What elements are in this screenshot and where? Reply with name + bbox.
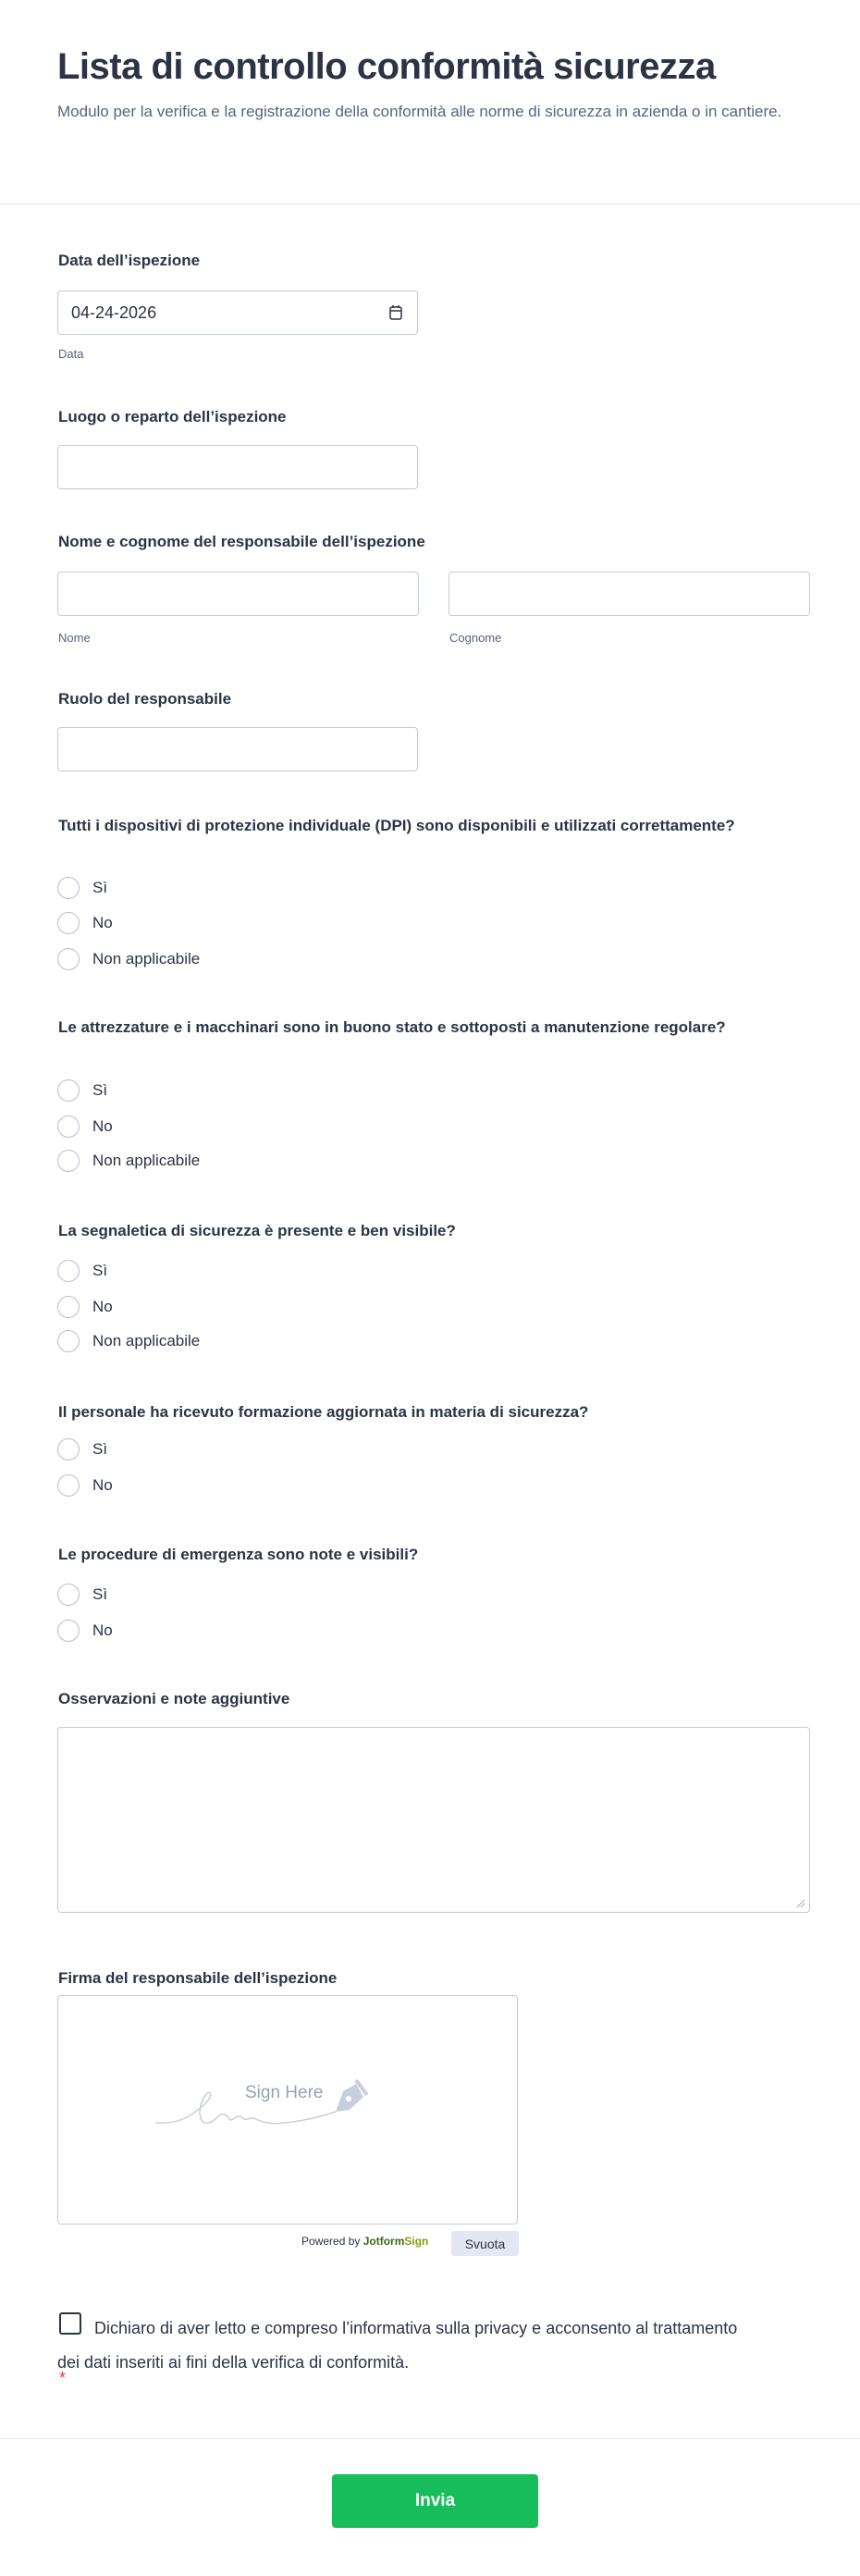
question-equipment-label: Le attrezzature e i macchinari sono in buono stato e sottoposti a manutenzione regolare? [58,1018,726,1036]
option-label: Non applicabile [92,1152,201,1169]
last-name-input[interactable] [448,572,810,616]
header-divider [0,203,860,204]
radio-circle[interactable] [57,1260,80,1282]
option-label: Sì [92,1262,108,1279]
radio-emergency-no[interactable] [57,1620,113,1642]
role-label: Ruolo del responsabile [58,690,232,708]
option-label: No [92,1117,113,1135]
option-label: No [92,1476,113,1494]
resize-handle-icon[interactable] [796,1899,805,1908]
question-dpi-label: Tutti i dispositivi di protezione individuale (DPI) sono disponibili e utilizzati correttamente? [58,817,735,834]
powered-by-text: Powered by [301,2235,361,2248]
signature-label: Firma del responsabile dell’ispezione [58,1969,338,1987]
option-label: Sì [92,1585,108,1603]
date-value: 04-24-2026 [71,302,157,322]
date-label: Data dell’ispezione [58,252,201,269]
radio-circle[interactable] [57,1438,80,1461]
radio-circle[interactable] [57,877,80,899]
radio-training-no[interactable] [57,1474,113,1497]
option-label: Sì [92,1440,108,1458]
notes-textarea[interactable] [57,1727,810,1913]
radio-signage-si[interactable] [57,1260,107,1282]
radio-signage-no[interactable] [57,1296,113,1318]
required-asterisk: * [59,2369,67,2387]
option-label: Non applicabile [92,950,201,968]
radio-circle[interactable] [57,1330,80,1352]
notes-label: Osservazioni e note aggiuntive [58,1690,290,1707]
place-input[interactable] [57,445,418,489]
question-signage-label: La segnaletica di sicurezza è presente e ben visibile? [58,1222,456,1239]
first-name-input[interactable] [57,572,419,616]
radio-circle[interactable] [57,1584,80,1606]
radio-equipment-no[interactable] [57,1115,113,1138]
radio-circle[interactable] [57,1474,80,1497]
jotform-brand: Jotform [362,2235,405,2248]
submit-button[interactable]: Invia [332,2474,538,2528]
powered-by [301,2235,428,2248]
option-label: No [92,1621,113,1639]
radio-dpi-si[interactable] [57,877,107,899]
radio-dpi-na[interactable] [57,948,200,970]
radio-circle[interactable] [57,1115,80,1138]
radio-emergency-si[interactable] [57,1584,107,1606]
radio-circle[interactable] [57,1079,80,1102]
sign-brand: Sign [404,2235,429,2248]
signature-pad[interactable] [57,1995,518,2225]
sign-here-text: Sign Here [245,2083,324,2102]
consent-text: Dichiaro di aver letto e compreso l’informativa sulla privacy e acconsento al trattamento dei dati inseriti ai fini della verifica di conformità. [57,2319,738,2372]
radio-training-si[interactable] [57,1438,107,1461]
radio-dpi-no[interactable] [57,912,113,934]
option-label: Sì [92,879,108,896]
option-label: No [92,1298,113,1315]
option-label: Sì [92,1081,108,1099]
question-emergency-label: Le procedure di emergenza sono note e visibili? [58,1546,419,1563]
radio-signage-na[interactable] [57,1330,200,1352]
radio-circle[interactable] [57,1620,80,1642]
first-name-sublabel: Nome [58,631,91,645]
role-input[interactable] [57,727,418,771]
radio-circle[interactable] [57,1296,80,1318]
radio-circle[interactable] [57,948,80,970]
page-title: Lista di controllo conformità sicurezza [57,46,716,87]
question-training-label: Il personale ha ricevuto formazione aggiornata in materia di sicurezza? [58,1403,589,1421]
radio-circle[interactable] [57,1150,80,1172]
date-input[interactable] [57,290,418,335]
clear-signature-button[interactable]: Svuota [451,2231,519,2256]
last-name-sublabel: Cognome [449,631,502,645]
radio-equipment-si[interactable] [57,1079,107,1102]
date-sublabel: Data [58,347,84,361]
radio-circle[interactable] [57,912,80,934]
footer-divider [0,2438,860,2439]
option-label: No [92,914,113,931]
calendar-icon[interactable] [387,304,404,321]
page-subtitle: Modulo per la verifica e la registrazione della conformità alle norme di sicurezza in azienda o in cantiere. [57,103,782,120]
signature-scribble-icon [151,2075,428,2130]
name-label: Nome e cognome del responsabile dell’ispezione [58,533,425,550]
place-label: Luogo o reparto dell’ispezione [58,408,287,425]
radio-equipment-na[interactable] [57,1150,200,1172]
option-label: Non applicabile [92,1332,201,1350]
